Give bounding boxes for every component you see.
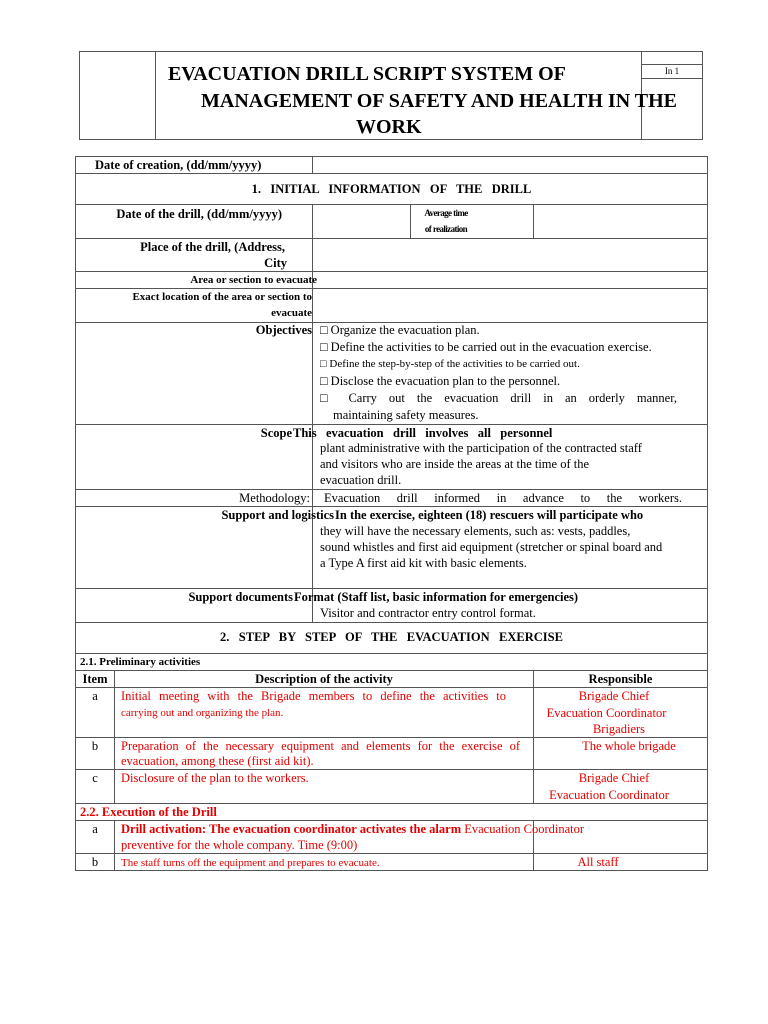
row-responsible-line: The whole brigade <box>582 739 676 753</box>
place-of-drill-label-line-1: Place of the drill, (Address, <box>140 240 285 254</box>
row-item: c <box>92 771 98 785</box>
support-logistics-line-3: sound whistles and first aid equipment (stretcher or spinal board and <box>320 540 663 554</box>
support-logistics-label: Support and logistics <box>221 508 334 522</box>
objectives-label: Objectives <box>255 323 312 337</box>
area-to-evacuate-label: Area or section to evacuate <box>190 274 317 286</box>
date-of-drill-label: Date of the drill, (dd/mm/yyyy) <box>116 207 282 221</box>
row-description-line <box>121 821 584 838</box>
drill-activation-text: Drill activation: The evacuation coordinator activates the alarm <box>121 822 462 836</box>
column-header-item: Item <box>82 672 108 686</box>
section-1-heading: 1. INITIAL INFORMATION OF THE DRILL <box>251 182 532 196</box>
row-responsible-line: Evacuation Coordinator <box>549 788 669 802</box>
row-item: a <box>92 689 98 703</box>
methodology-text: Evacuation drill informed in advance to the workers. <box>324 491 682 505</box>
subsection-2-2-title: 2.2. Execution of the Drill <box>80 805 217 819</box>
place-of-drill-label-line-2: City <box>264 256 287 270</box>
support-logistics-line-2: they will have the necessary elements, such as: vests, paddles, <box>320 524 631 538</box>
column-header-description: Description of the activity <box>255 672 393 686</box>
row-item: b <box>91 855 99 869</box>
exact-location-label-line-1: Exact location of the area or section to <box>132 291 312 303</box>
objective-item: □ Organize the evacuation plan. <box>320 323 480 337</box>
page-marker: In 1 <box>664 66 680 76</box>
average-time-label-line-1: Average time <box>424 208 468 218</box>
row-item: a <box>92 822 98 836</box>
section-2-heading: 2. STEP BY STEP OF THE EVACUATION EXERCISE <box>220 630 563 644</box>
row-responsible-line: Brigade Chief <box>578 771 650 785</box>
row-description-line: Initial meeting with the Brigade members to define the activities to <box>121 689 506 703</box>
scope-text-line-1: This evacuation drill involves all personnel <box>293 426 553 440</box>
subsection-2-1-title: 2.1. Preliminary activities <box>80 656 201 668</box>
row-responsible-line: Brigade Chief <box>578 689 650 703</box>
row-description-line: The staff turns off the equipment and prepares to evacuate. <box>121 857 380 869</box>
row-responsible-line: Brigadiers <box>592 722 646 736</box>
support-documents-line-1: Format (Staff list, basic information for emergencies) <box>294 590 579 604</box>
drill-activation-responsible: Evacuation Coordinator <box>464 822 585 836</box>
scope-label: Scope <box>260 426 292 440</box>
scope-text-line-4: evacuation drill. <box>320 473 402 487</box>
row-description-line: preventive for the whole company. Time (9:00) <box>121 838 358 852</box>
objective-item: □ Define the step-by-step of the activities to be carried out. <box>320 358 580 370</box>
row-item: b <box>91 739 99 753</box>
row-description-line: Preparation of the necessary equipment and elements for the exercise of <box>121 739 520 753</box>
row-description-line: evacuation, among these (first aid kit). <box>121 754 314 768</box>
document-title-line-3: WORK <box>356 116 422 138</box>
row-responsible-line: All staff <box>577 855 619 869</box>
scope-text-line-2: plant administrative with the participation of the contracted staff <box>320 441 642 455</box>
support-documents-label: Support documents <box>188 590 293 604</box>
row-description-line: carrying out and organizing the plan. <box>121 707 284 719</box>
objective-item: □ Disclose the evacuation plan to the personnel. <box>320 374 561 388</box>
document-title-line-2: MANAGEMENT OF SAFETY AND HEALTH IN THE <box>201 90 678 112</box>
row-description-line: Disclosure of the plan to the workers. <box>121 771 309 785</box>
exact-location-label-line-2: evacuate <box>271 307 312 319</box>
support-logistics-line-1: In the exercise, eighteen (18) rescuers will participate who <box>335 508 644 522</box>
document-title-line-1: EVACUATION DRILL SCRIPT SYSTEM OF <box>168 63 566 85</box>
average-time-label-line-2: of realization <box>424 224 468 234</box>
date-of-creation-label: Date of creation, (dd/mm/yyyy) <box>95 158 262 172</box>
objective-item: maintaining safety measures. <box>333 408 479 422</box>
objective-item: □ Define the activities to be carried out in the evacuation exercise. <box>320 340 652 354</box>
objective-item: □ Carry out the evacuation drill in an orderly manner, <box>320 391 677 405</box>
scope-text-line-3: and visitors who are inside the areas at the time of the <box>320 457 590 471</box>
column-header-responsible: Responsible <box>588 672 653 686</box>
support-documents-line-2: Visitor and contractor entry control format. <box>320 606 536 620</box>
row-responsible-line: Evacuation Coordinator <box>546 706 667 720</box>
methodology-label: Methodology: <box>239 491 310 505</box>
support-logistics-line-4: a Type A first aid kit with basic elements. <box>320 556 527 570</box>
